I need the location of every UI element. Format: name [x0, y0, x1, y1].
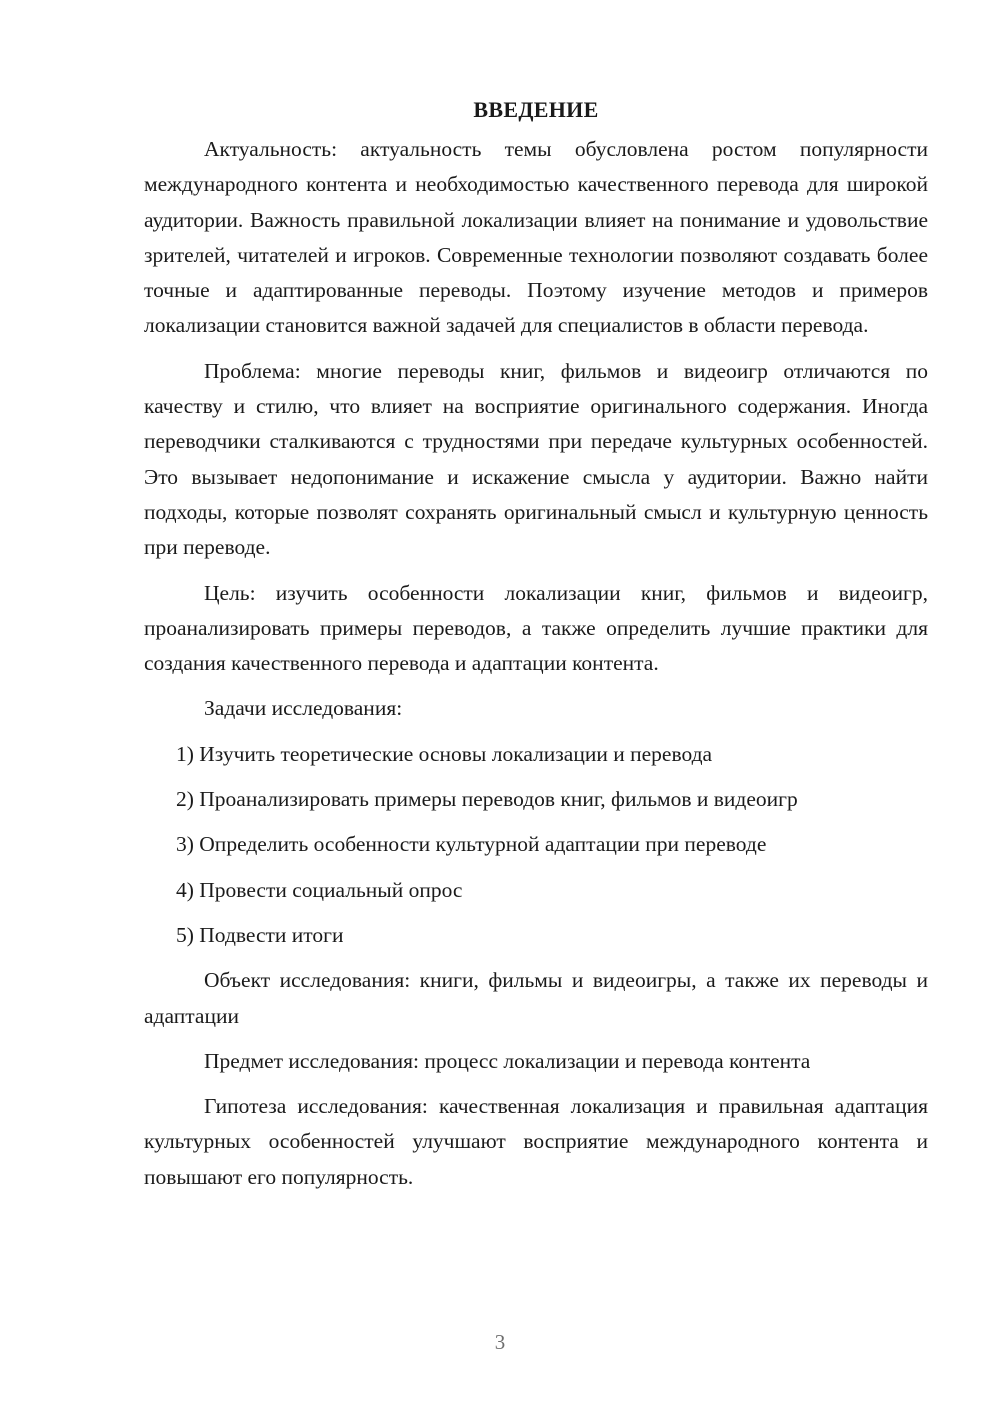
page-number: 3: [494, 1330, 506, 1354]
tasks-heading: Задачи исследования:: [204, 696, 403, 721]
object-paragraph: Объект исследования: книги, фильмы и видеоигры, а также их переводы и адаптации: [144, 968, 928, 1028]
task-item: 1) Изучить теоретические основы локализации и перевода: [176, 741, 713, 766]
problem-paragraph: Проблема: многие переводы книг, фильмов и видеоигр отличаются по качеству и стилю, что влияет на восприятие оригинального содержания. Иногда переводчики сталкиваются с трудностями при передаче культурных особенностей. Это вызывает недопонимание и искажение смысла у аудитории. Важно найти подходы, которые позволят сохранять оригинальный смысл и культурную ценность при переводе.: [144, 358, 928, 560]
section-title: ВВЕДЕНИЕ: [473, 97, 599, 122]
task-item: 2) Проанализировать примеры переводов книг, фильмов и видеоигр: [176, 787, 798, 812]
subject-paragraph: Предмет исследования: процесс локализации и перевода контента: [204, 1048, 811, 1073]
goal-paragraph: Цель: изучить особенности локализации книг, фильмов и видеоигр, проанализировать примеры переводов, а также определить лучшие практики для создания качественного перевода и адаптации контента.: [144, 580, 928, 676]
tasks-list: [144, 737, 928, 953]
document-page: [144, 90, 928, 1205]
task-item: 4) Провести социальный опрос: [176, 877, 463, 902]
hypothesis-paragraph: Гипотеза исследования: качественная локализация и правильная адаптация культурных особенностей улучшают восприятие международного контента и повышают его популярность.: [144, 1094, 928, 1189]
relevance-paragraph: Актуальность: актуальность темы обусловлена ростом популярности международного контента и необходимостью качественного перевода для широкой аудитории. Важность правильной локализации влияет на понимание и удовольствие зрителей, читателей и игроков. Современные технологии позволяют создавать более точные и адаптированные переводы. Поэтому изучение методов и примеров локализации становится важной задачей для специалистов в области перевода.: [144, 137, 928, 338]
task-item: 3) Определить особенности культурной адаптации при переводе: [176, 832, 767, 857]
task-item: 5) Подвести итоги: [176, 922, 344, 947]
